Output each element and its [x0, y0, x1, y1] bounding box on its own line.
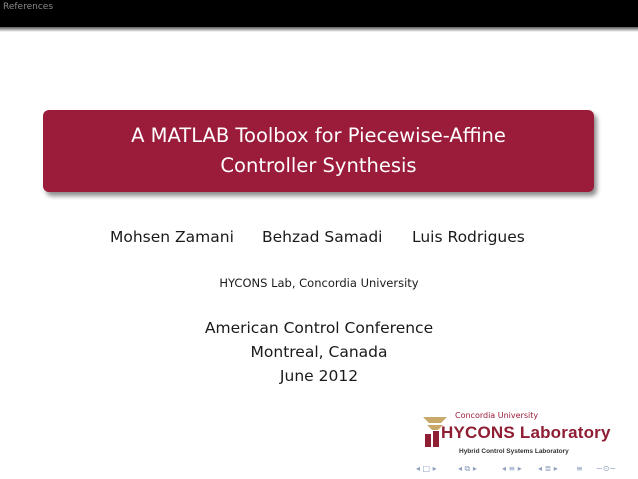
header-bar — [0, 0, 638, 27]
section-nav-references[interactable]: References — [3, 2, 54, 12]
frame-prev-icon[interactable]: ◂ □ ▸ — [416, 464, 437, 473]
section-next-icon[interactable]: ◂ ≣ ▸ — [538, 464, 558, 473]
event-date: June 2012 — [279, 367, 359, 385]
event-info — [0, 316, 638, 388]
presentation-title — [43, 121, 594, 181]
logo-subtitle: Hybrid Control Systems Laboratory — [459, 448, 569, 455]
logo-university: Concordia University — [455, 411, 539, 420]
search-icon[interactable]: ∽⊙∼ — [596, 464, 617, 473]
author-3: Luis Rodrigues — [412, 228, 525, 246]
authors — [0, 228, 638, 252]
event-name: American Control Conference — [204, 319, 434, 337]
header-shadow — [0, 27, 638, 32]
event-location: Montreal, Canada — [250, 343, 388, 361]
author-1: Mohsen Zamani — [110, 228, 234, 246]
hycons-logo — [421, 411, 633, 461]
author-2: Behzad Samadi — [262, 228, 383, 246]
beamer-navigation — [416, 464, 638, 476]
section-prev-icon[interactable]: ◂ ≡ ▸ — [502, 464, 522, 473]
align-icon[interactable]: ≡ — [576, 464, 583, 473]
subsection-prev-icon[interactable]: ◂ ⧉ ▸ — [458, 464, 477, 473]
institute: HYCONS Lab, Concordia University — [219, 276, 419, 290]
logo-name: HYCONS Laboratory — [441, 423, 611, 442]
title-line-2: Controller Synthesis — [220, 154, 417, 177]
title-line-1: A MATLAB Toolbox for Piecewise-Affine — [131, 124, 506, 147]
